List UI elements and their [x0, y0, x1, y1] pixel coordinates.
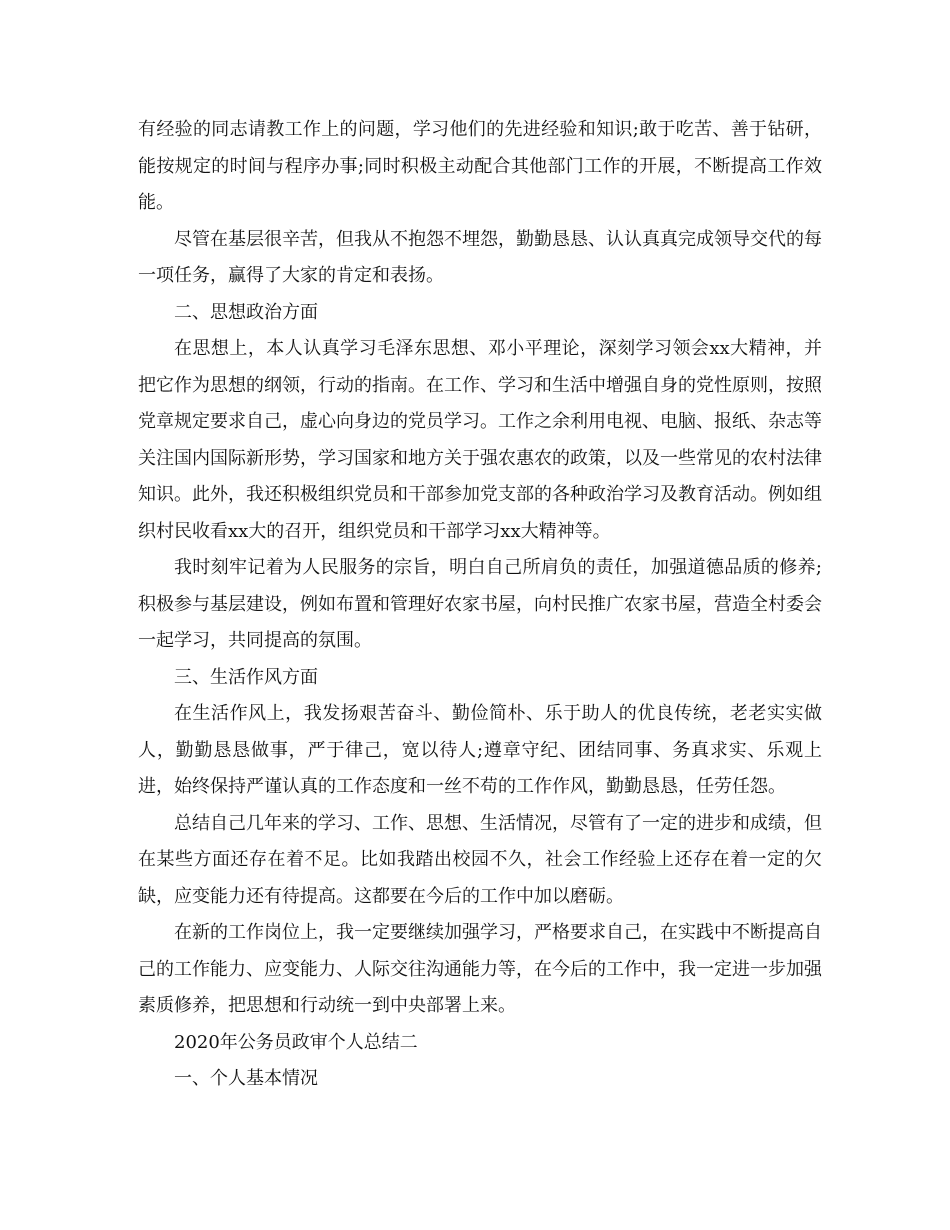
body-paragraph: 尽管在基层很辛苦，但我从不抱怨不埋怨，勤勤恳恳、认认真真完成领导交代的每一项任务，赢得了大家的肯定和表扬。 [138, 228, 822, 286]
body-paragraph: 总结自己几年来的学习、工作、思想、生活情况，尽管有了一定的进步和成绩，但在某些方面还存在着不足。比如我踏出校园不久，社会工作经验上还存在着一定的欠缺，应变能力还有待提高。这都要在今后的工作中加以磨砺。 [138, 812, 822, 907]
document-page [138, 112, 822, 1098]
section-heading: 二、思想政治方面 [174, 301, 318, 323]
section-heading: 一、个人基本情况 [174, 1068, 318, 1089]
body-paragraph: 在思想上，本人认真学习毛泽东思想、邓小平理论，深刻学习领会xx大精神，并把它作为思想的纲领，行动的指南。在工作、学习和生活中增强自身的党性原则，按照党章规定要求自己，虚心向身边的党员学习。工作之余利用电视、电脑、报纸、杂志等关注国内国际新形势，学习国家和地方关于强农惠农的政策，以及一些常见的农村法律知识。此外，我还积极组织党员和干部参加党支部的各种政治学习及教育活动。例如组织村民收看xx大的召开，组织党员和干部学习xx大精神等。 [138, 338, 822, 542]
body-paragraph: 在生活作风上，我发扬艰苦奋斗、勤俭简朴、乐于助人的优良传统，老老实实做人，勤勤恳恳做事，严于律己，宽以待人;遵章守纪、团结同事、务真求实、乐观上进，始终保持严谨认真的工作态度和一丝不苟的工作作风，勤勤恳恳，任劳任怨。 [138, 703, 822, 797]
document-subtitle: 2020年公务员政审个人总结二 [174, 1031, 418, 1053]
section-heading: 三、生活作风方面 [174, 666, 318, 688]
continuation-paragraph: 有经验的同志请教工作上的问题，学习他们的先进经验和知识;敢于吃苦、善于钻研，能按规定的时间与程序办事;同时积极主动配合其他部门工作的开展，不断提高工作效能。 [138, 119, 822, 213]
body-paragraph: 在新的工作岗位上，我一定要继续加强学习，严格要求自己，在实践中不断提高自己的工作能力、应变能力、人际交往沟通能力等，在今后的工作中，我一定进一步加强素质修养，把思想和行动统一到中央部署上来。 [138, 922, 822, 1016]
body-paragraph: 我时刻牢记着为人民服务的宗旨，明白自己所肩负的责任，加强道德品质的修养;积极参与基层建设，例如布置和管理好农家书屋，向村民推广农家书屋，营造全村委会一起学习，共同提高的氛围。 [138, 557, 822, 651]
